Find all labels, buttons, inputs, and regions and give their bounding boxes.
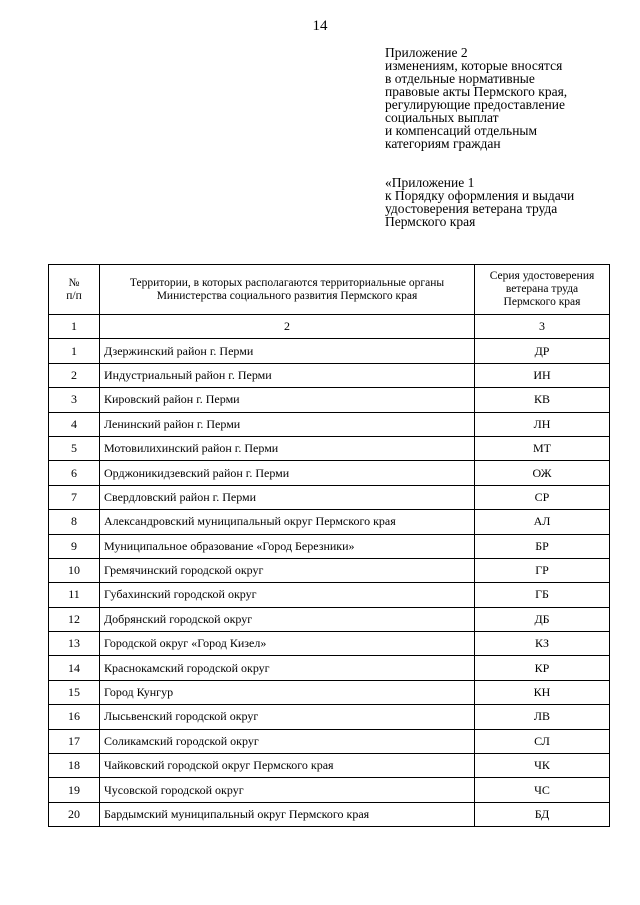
- territory-name: Чусовской городской округ: [100, 778, 475, 802]
- table-row: [49, 729, 610, 753]
- appendix-header-line: изменениям, которые вносятся: [385, 58, 563, 73]
- territory-name: Орджоникидзевский район г. Перми: [100, 461, 475, 485]
- row-number: 18: [49, 754, 100, 778]
- row-number: 1: [49, 339, 100, 363]
- appendix-header: [385, 46, 625, 150]
- row-number: 3: [49, 388, 100, 412]
- series-code: КЗ: [475, 632, 610, 656]
- row-number: 20: [49, 802, 100, 826]
- row-number: 14: [49, 656, 100, 680]
- territory-name: Кировский район г. Перми: [100, 388, 475, 412]
- table-row: [49, 510, 610, 534]
- series-code: БР: [475, 534, 610, 558]
- territory-name: Муниципальное образование «Город Березники»: [100, 534, 475, 558]
- row-number: 6: [49, 461, 100, 485]
- territory-name: Александровский муниципальный округ Пермского края: [100, 510, 475, 534]
- appendix-header-line: категориям граждан: [385, 136, 501, 151]
- table-row: [49, 778, 610, 802]
- territory-name: Городской округ «Город Кизел»: [100, 632, 475, 656]
- appendix-reference: [385, 176, 625, 228]
- row-number: 8: [49, 510, 100, 534]
- table-row: [49, 436, 610, 460]
- row-number: 10: [49, 558, 100, 582]
- series-code: КР: [475, 656, 610, 680]
- column-number-2: 2: [100, 315, 475, 339]
- table-row: [49, 656, 610, 680]
- series-code: ГР: [475, 558, 610, 582]
- column-number-row: [49, 315, 610, 339]
- header-number-pp: п/п: [66, 289, 82, 302]
- page-number: 14: [312, 18, 328, 34]
- series-code: ДР: [475, 339, 610, 363]
- row-number: 16: [49, 705, 100, 729]
- series-code: АЛ: [475, 510, 610, 534]
- appendix-header-line: и компенсаций отдельным: [385, 123, 538, 138]
- appendix-ref-line: к Порядку оформления и выдачи: [385, 188, 575, 203]
- row-number: 17: [49, 729, 100, 753]
- table-row: [49, 680, 610, 704]
- territory-name: Мотовилихинский район г. Перми: [100, 436, 475, 460]
- row-number: 4: [49, 412, 100, 436]
- series-code: КВ: [475, 388, 610, 412]
- appendix-header-line: в отдельные нормативные: [385, 71, 535, 86]
- territory-name: Город Кунгур: [100, 680, 475, 704]
- table-row: [49, 558, 610, 582]
- table-row: [49, 461, 610, 485]
- header-number-sign: №: [68, 276, 80, 289]
- appendix-ref-line: «Приложение 1: [385, 175, 475, 190]
- column-number-3: 3: [475, 315, 610, 339]
- table-row: [49, 705, 610, 729]
- header-series: Серия удостоверения ветерана труда Пермского края: [475, 265, 610, 315]
- series-code: ДБ: [475, 607, 610, 631]
- territory-name: Бардымский муниципальный округ Пермского края: [100, 802, 475, 826]
- appendix-ref-line: удостоверения ветерана труда: [385, 201, 558, 216]
- header-number: [49, 265, 100, 315]
- header-territory: Территории, в которых располагаются территориальные органы Министерства социального развития Пермского края: [100, 265, 475, 315]
- territory-name: Свердловский район г. Перми: [100, 485, 475, 509]
- table-row: [49, 534, 610, 558]
- column-number-1: 1: [49, 315, 100, 339]
- table-row: [49, 802, 610, 826]
- series-code: СЛ: [475, 729, 610, 753]
- row-number: 19: [49, 778, 100, 802]
- territory-name: Соликамский городской округ: [100, 729, 475, 753]
- appendix-header-line: правовые акты Пермского края,: [385, 84, 568, 99]
- table-row: [49, 412, 610, 436]
- table-row: [49, 388, 610, 412]
- row-number: 7: [49, 485, 100, 509]
- territory-name: Добрянский городской округ: [100, 607, 475, 631]
- series-code: ЛВ: [475, 705, 610, 729]
- territory-name: Дзержинский район г. Перми: [100, 339, 475, 363]
- row-number: 15: [49, 680, 100, 704]
- table-row: [49, 339, 610, 363]
- territory-name: Чайковский городской округ Пермского края: [100, 754, 475, 778]
- table-row: [49, 485, 610, 509]
- row-number: 11: [49, 583, 100, 607]
- row-number: 5: [49, 436, 100, 460]
- series-code: СР: [475, 485, 610, 509]
- series-code: МТ: [475, 436, 610, 460]
- territory-name: Губахинский городской округ: [100, 583, 475, 607]
- table-header-row: [49, 265, 610, 315]
- series-code: КН: [475, 680, 610, 704]
- territory-name: Ленинский район г. Перми: [100, 412, 475, 436]
- appendix-header-line: регулирующие предоставление: [385, 97, 565, 112]
- appendix-ref-line: Пермского края: [385, 214, 476, 229]
- series-code: ИН: [475, 363, 610, 387]
- territory-name: Лысьвенский городской округ: [100, 705, 475, 729]
- series-code: ЛН: [475, 412, 610, 436]
- series-code: ЧС: [475, 778, 610, 802]
- row-number: 13: [49, 632, 100, 656]
- table-row: [49, 632, 610, 656]
- series-code: ЧК: [475, 754, 610, 778]
- territory-name: Индустриальный район г. Перми: [100, 363, 475, 387]
- row-number: 9: [49, 534, 100, 558]
- territory-name: Краснокамский городской округ: [100, 656, 475, 680]
- table-row: [49, 583, 610, 607]
- table-row: [49, 754, 610, 778]
- table-row: [49, 607, 610, 631]
- territory-name: Гремячинский городской округ: [100, 558, 475, 582]
- row-number: 12: [49, 607, 100, 631]
- appendix-header-line: социальных выплат: [385, 110, 499, 125]
- territories-table: [48, 264, 610, 827]
- series-code: ОЖ: [475, 461, 610, 485]
- row-number: 2: [49, 363, 100, 387]
- series-code: БД: [475, 802, 610, 826]
- appendix-header-line: Приложение 2: [385, 45, 468, 60]
- series-code: ГБ: [475, 583, 610, 607]
- table-row: [49, 363, 610, 387]
